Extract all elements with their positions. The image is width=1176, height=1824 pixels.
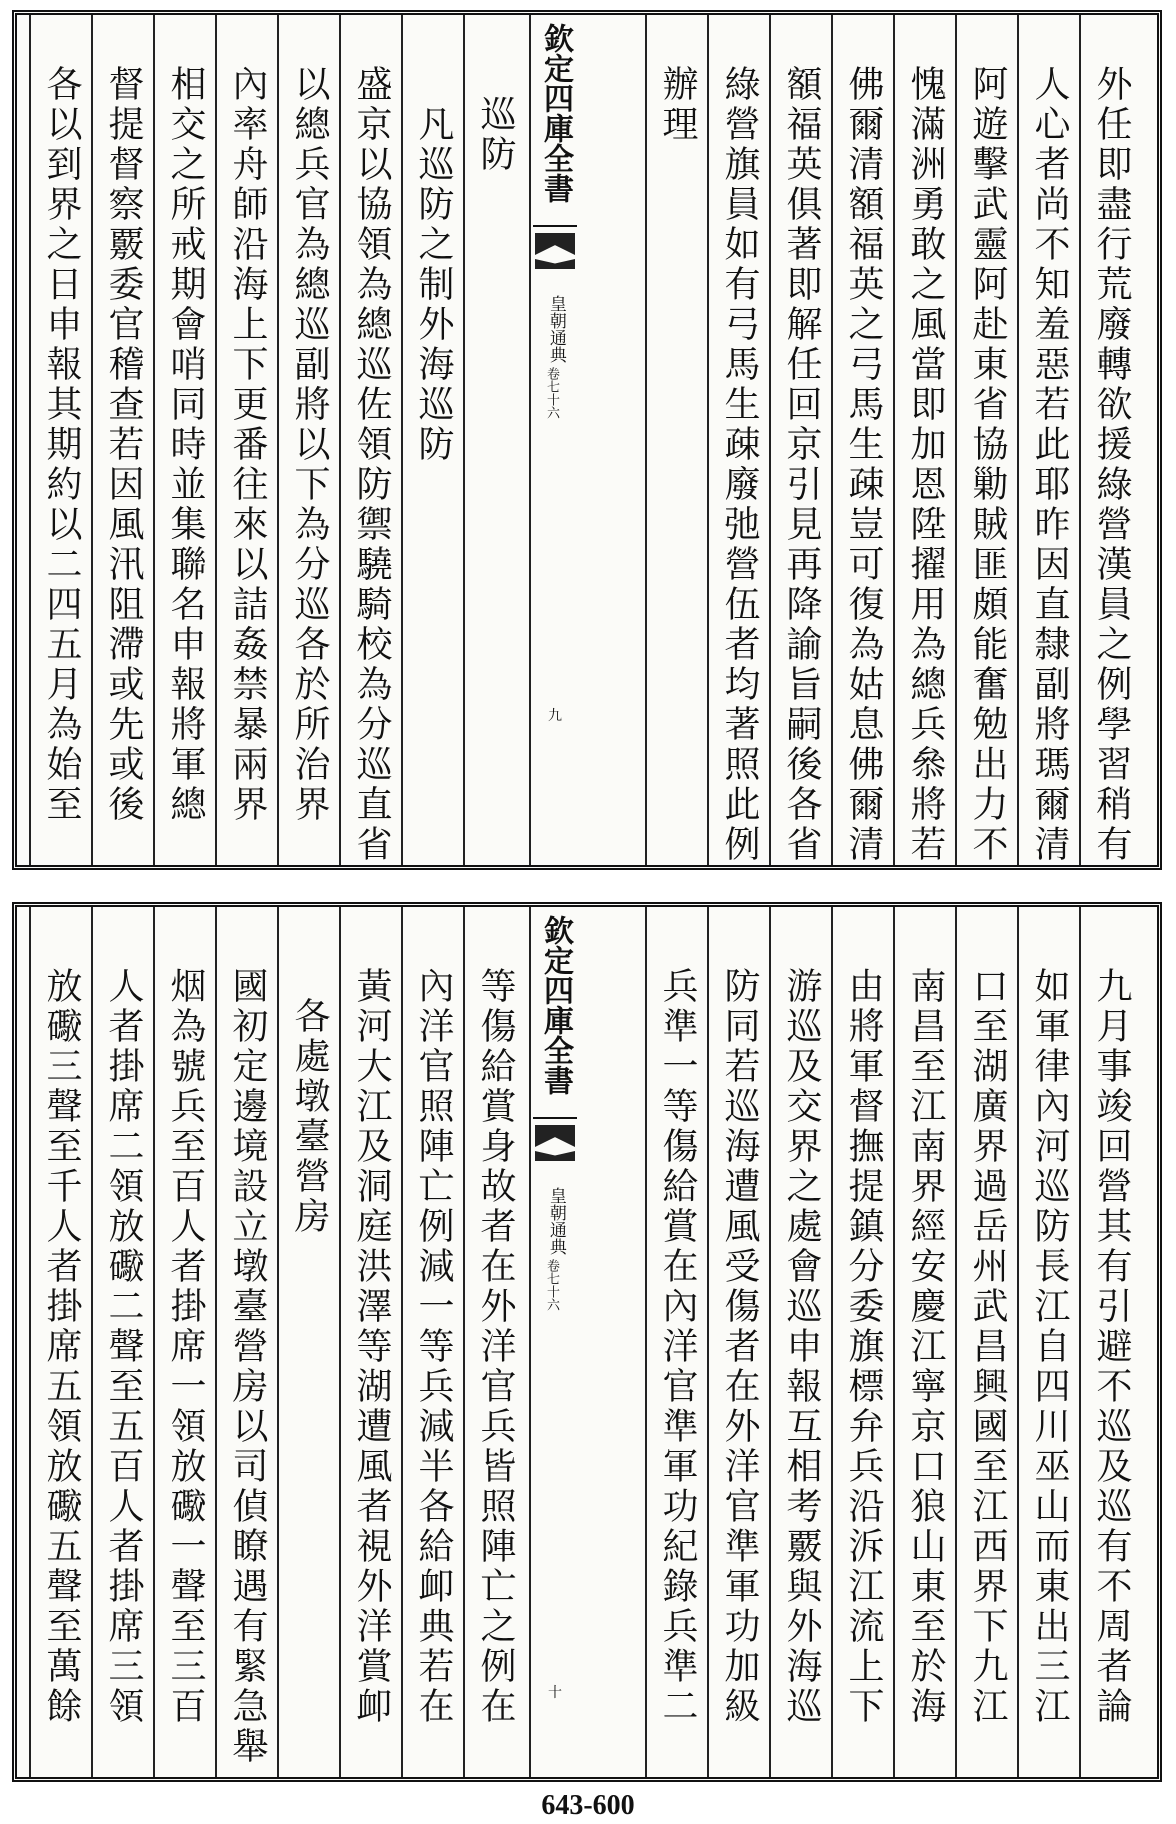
center-margin-column [529, 15, 579, 865]
column-text: 由將軍督撫提鎮分委旗標弁兵沿泝江流上下 [843, 967, 884, 1727]
column-text: 辦理 [657, 65, 698, 145]
page-number-footer: 643-600 [541, 1790, 635, 1821]
text-column [831, 907, 893, 1777]
text-column [955, 15, 1017, 865]
column-text: 外任即盡行荒廢轉欲援綠營漢員之例學習稍有 [1091, 65, 1132, 865]
fish-tail-mark [535, 1125, 575, 1147]
library-title: 欽定四庫全書 [538, 915, 573, 1095]
text-column [401, 907, 463, 1777]
column-text: 黃河大江及洞庭洪澤等湖遭風者視外洋賞卹 [351, 967, 392, 1727]
column-text: 相交之所戒期會哨同時並集聯名申報將軍總 [165, 65, 206, 825]
fish-tail-mark-lower [535, 259, 575, 269]
column-text: 內洋官照陣亡例減一等兵減半各給卹典若在 [413, 967, 454, 1727]
book-title: 皇朝通典 [545, 1187, 566, 1255]
column-text: 佛爾清額福英之弓馬生疎豈可復為姑息佛爾清 [843, 65, 884, 865]
column-text: 綠營旗員如有弓馬生疎廢弛營伍者均著照此例 [719, 65, 760, 865]
book-title: 皇朝通典 [545, 295, 566, 363]
leaf-number: 九 [548, 708, 562, 724]
column-text: 九月事竣回營其有引避不巡及巡有不周者論 [1091, 967, 1132, 1727]
column-text: 如軍律內河巡防長江自四川巫山而東出三江 [1029, 967, 1070, 1727]
column-text: 人者掛席二領放礮二聲至五百人者掛席三領 [103, 967, 144, 1727]
text-column [893, 15, 955, 865]
leaf-number: 十 [548, 1685, 562, 1701]
column-text: 以總兵官為總巡副將以下為分巡各於所治界 [289, 65, 330, 825]
text-column [707, 907, 769, 1777]
text-column [1079, 15, 1141, 865]
text-column [1079, 907, 1141, 1777]
columns-bottom [17, 907, 1157, 1777]
fish-tail-mark [535, 233, 575, 255]
title-box [533, 907, 577, 1119]
volume-label: 卷七十六 [544, 1259, 559, 1311]
text-column [1017, 907, 1079, 1777]
column-text: 愧滿洲勇敢之風當即加恩陞擢用為總兵叅將若 [905, 65, 946, 865]
text-column [153, 907, 215, 1777]
text-column [769, 15, 831, 865]
text-column [339, 907, 401, 1777]
column-text: 南昌至江南界經安慶江寧京口狼山東至於海 [905, 967, 946, 1727]
fish-tail-mark-lower [535, 1151, 575, 1161]
text-column [707, 15, 769, 865]
column-text: 各處墩臺營房 [289, 997, 330, 1237]
column-text: 阿遊擊武靈阿赴東省協勦賊匪頗能奮勉出力不 [967, 65, 1008, 865]
column-text: 內率舟師沿海上下更番往來以詰姦禁暴兩界 [227, 65, 268, 825]
column-text: 烟為號兵至百人者掛席一領放礮一聲至三百 [165, 967, 206, 1727]
column-text: 兵準一等傷給賞在內洋官準軍功紀錄兵準二 [657, 967, 698, 1727]
column-text: 人心者尚不知羞惡若此耶昨因直隸副將瑪爾清 [1029, 65, 1070, 865]
text-column [339, 15, 401, 865]
text-column [277, 907, 339, 1777]
text-column [215, 15, 277, 865]
library-title: 欽定四庫全書 [538, 23, 573, 203]
center-margin-column [529, 907, 579, 1777]
text-column [91, 15, 153, 865]
column-text: 督提督察覈委官稽查若因風汛阻滯或先或後 [103, 65, 144, 825]
text-column [645, 907, 707, 1777]
column-text: 盛京以協領為總巡佐領防禦驍騎校為分巡直省 [351, 65, 392, 865]
text-column [277, 15, 339, 865]
text-column [215, 907, 277, 1777]
text-column [153, 15, 215, 865]
text-column [463, 907, 525, 1777]
page-top [12, 10, 1162, 870]
text-column [645, 15, 707, 865]
text-column [29, 15, 91, 865]
text-column [769, 907, 831, 1777]
title-box [533, 15, 577, 227]
text-column [831, 15, 893, 865]
text-column [29, 907, 91, 1777]
column-text: 國初定邊境設立墩臺營房以司偵瞭遇有緊急舉 [227, 967, 268, 1767]
text-column [893, 907, 955, 1777]
page-bottom [12, 902, 1162, 1782]
text-column [401, 15, 463, 865]
text-column [91, 907, 153, 1777]
volume-label: 卷七十六 [544, 367, 559, 419]
column-text: 口至湖廣界過岳州武昌興國至江西界下九江 [967, 967, 1008, 1727]
column-text: 巡防 [475, 95, 516, 175]
column-text: 各以到界之日申報其期約以二四五月為始至 [41, 65, 82, 825]
text-column [463, 15, 525, 865]
column-text: 凡巡防之制外海巡防 [413, 105, 454, 465]
column-text: 額福英俱著即解任回京引見再降諭旨嗣後各省 [781, 65, 822, 865]
text-column [1017, 15, 1079, 865]
text-column [955, 907, 1017, 1777]
column-text: 防同若巡海遭風受傷者在外洋官準軍功加級 [719, 967, 760, 1727]
columns-top [17, 15, 1157, 865]
column-text: 游巡及交界之處會巡申報互相考覈與外海巡 [781, 967, 822, 1727]
column-text: 放礮三聲至千人者掛席五領放礮五聲至萬餘 [41, 967, 82, 1727]
column-text: 等傷給賞身故者在外洋官兵皆照陣亡之例在 [475, 967, 516, 1727]
